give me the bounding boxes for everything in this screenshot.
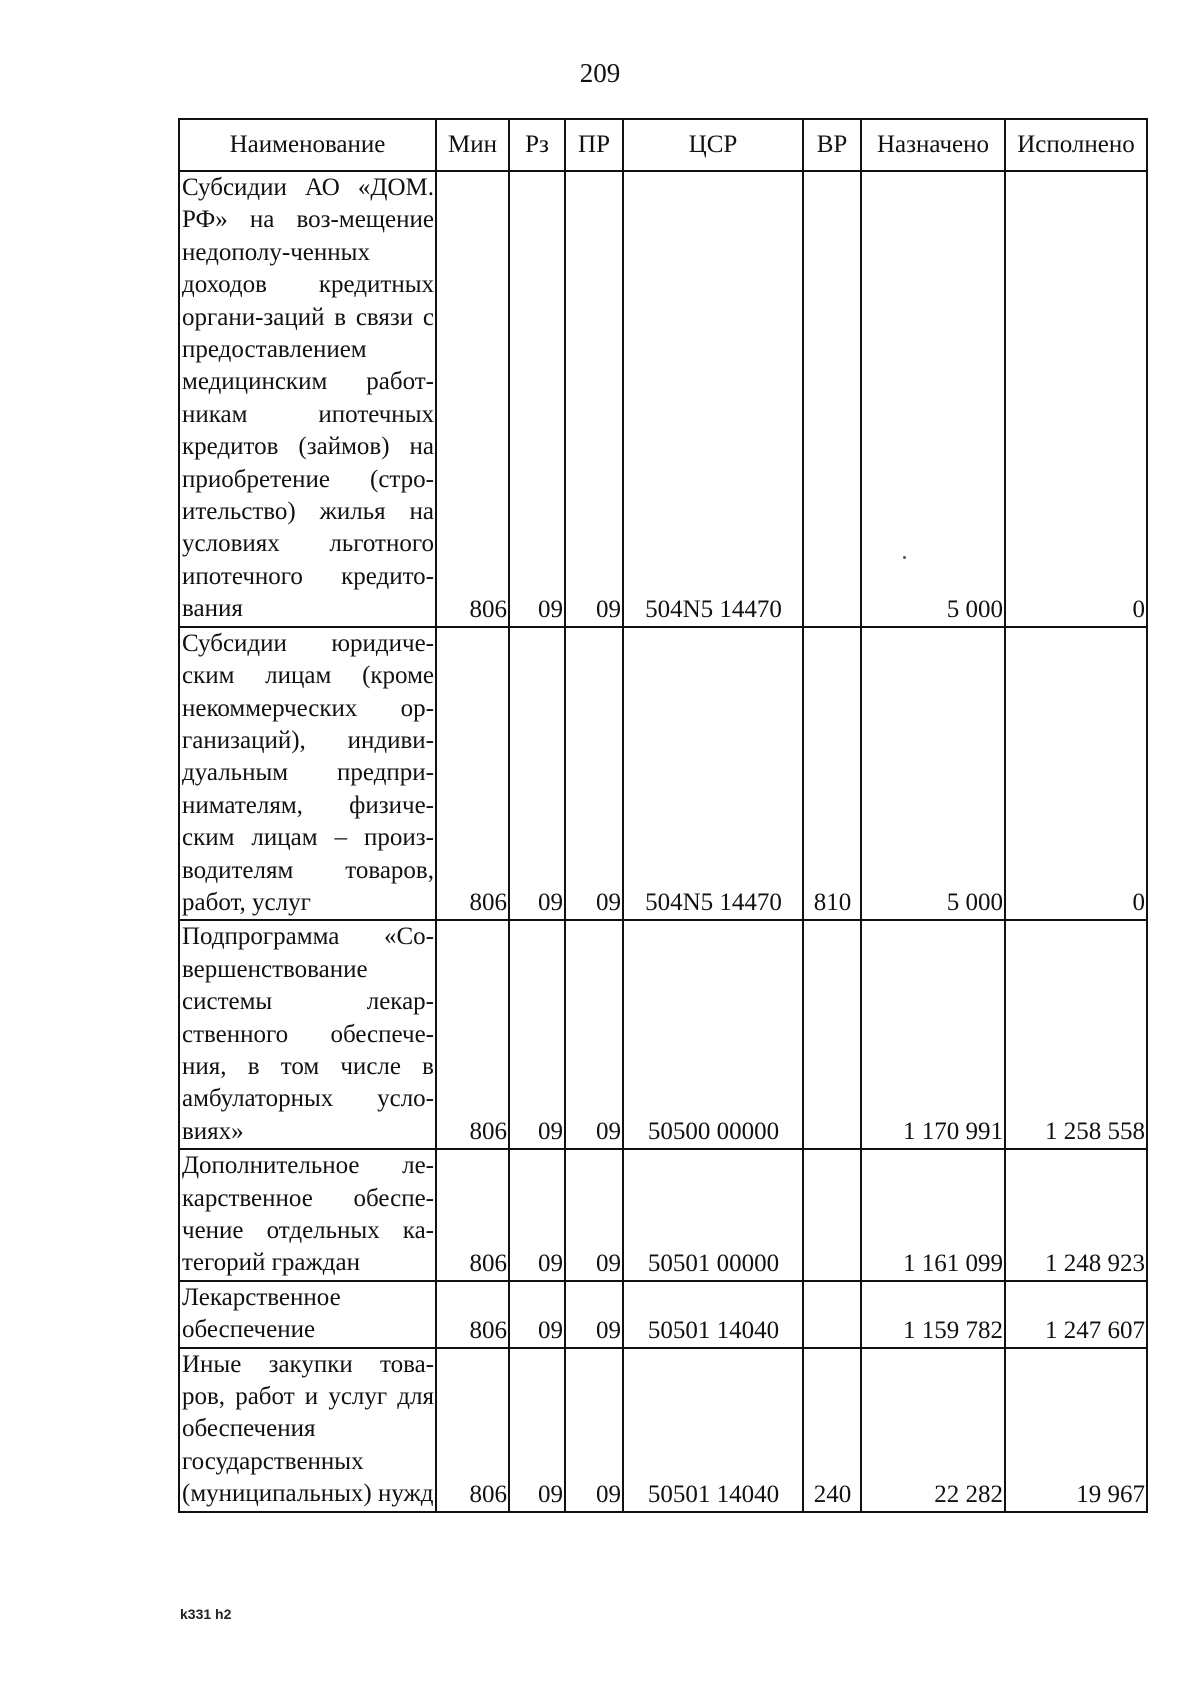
header-executed: Исполнено [1005,119,1147,171]
cell-vr [803,920,861,1149]
table-row [179,1281,1147,1348]
table-body [179,171,1147,1512]
cell-rz: 09 [509,920,565,1149]
cell-executed: 1 248 923 [1005,1149,1147,1281]
header-assigned: Назначено [861,119,1005,171]
cell-csr: 504N5 14470 [623,627,803,921]
cell-min: 806 [436,627,509,921]
table-row [179,1348,1147,1512]
cell-assigned: 5 000 [861,627,1005,921]
header-pr: ПР [565,119,623,171]
cell-rz: 09 [509,171,565,627]
cell-pr: 09 [565,627,623,921]
cell-vr [803,1281,861,1348]
cell-assigned: 1 161 099 [861,1149,1005,1281]
cell-name: Лекарственное обеспечение [179,1281,436,1348]
cell-pr: 09 [565,1149,623,1281]
header-rz: Рз [509,119,565,171]
cell-name: Субсидии АО «ДОМ. РФ» на воз-мещение недополу-ченных доходов кредитных органи-заций в связи с предоставлением медицинским работ-никам ипотечных кредитов (займов) на приобретение (стро-ительство) жилья на условиях льготного ипотечного кредито-вания [179,171,436,627]
scan-speck [903,556,906,559]
cell-assigned: 22 282 [861,1348,1005,1512]
cell-name: Субсидии юридиче-ским лицам (кроме некоммерческих ор-ганизаций), индиви-дуальным предпри-нимателям, физиче-ским лицам – произ-водителям товаров, работ, услуг [179,627,436,921]
cell-csr: 50501 14040 [623,1281,803,1348]
cell-assigned: 5 000 [861,171,1005,627]
cell-executed: 0 [1005,627,1147,921]
cell-executed: 1 258 558 [1005,920,1147,1149]
header-name: Наименование [179,119,436,171]
cell-name: Подпрограмма «Со-вершенствование системы лекар-ственного обеспече-ния, в том числе в амбулаторных усло-виях» [179,920,436,1149]
footer-code: k331 h2 [180,1606,232,1622]
header-csr: ЦСР [623,119,803,171]
budget-table [178,118,1148,1513]
table-row [179,920,1147,1149]
cell-pr: 09 [565,171,623,627]
cell-csr: 50500 00000 [623,920,803,1149]
cell-assigned: 1 159 782 [861,1281,1005,1348]
cell-rz: 09 [509,1149,565,1281]
cell-csr: 504N5 14470 [623,171,803,627]
cell-vr [803,171,861,627]
cell-pr: 09 [565,920,623,1149]
header-vr: ВР [803,119,861,171]
cell-csr: 50501 00000 [623,1149,803,1281]
cell-executed: 19 967 [1005,1348,1147,1512]
table-row [179,627,1147,921]
cell-rz: 09 [509,1348,565,1512]
cell-min: 806 [436,171,509,627]
cell-vr: 810 [803,627,861,921]
header-min: Мин [436,119,509,171]
cell-name: Иные закупки това-ров, работ и услуг для обеспечения государственных (муниципальных) нужд [179,1348,436,1512]
cell-min: 806 [436,920,509,1149]
cell-csr: 50501 14040 [623,1348,803,1512]
page-number: 209 [579,58,621,88]
cell-rz: 09 [509,627,565,921]
cell-vr [803,1149,861,1281]
table-header-row [179,119,1147,171]
cell-assigned: 1 170 991 [861,920,1005,1149]
cell-pr: 09 [565,1281,623,1348]
cell-name: Дополнительное ле-карственное обеспе-чение отдельных ка-тегорий граждан [179,1149,436,1281]
cell-executed: 1 247 607 [1005,1281,1147,1348]
cell-executed: 0 [1005,171,1147,627]
table-row [179,171,1147,627]
table-row [179,1149,1147,1281]
cell-vr: 240 [803,1348,861,1512]
cell-min: 806 [436,1348,509,1512]
cell-pr: 09 [565,1348,623,1512]
cell-rz: 09 [509,1281,565,1348]
cell-min: 806 [436,1149,509,1281]
cell-min: 806 [436,1281,509,1348]
